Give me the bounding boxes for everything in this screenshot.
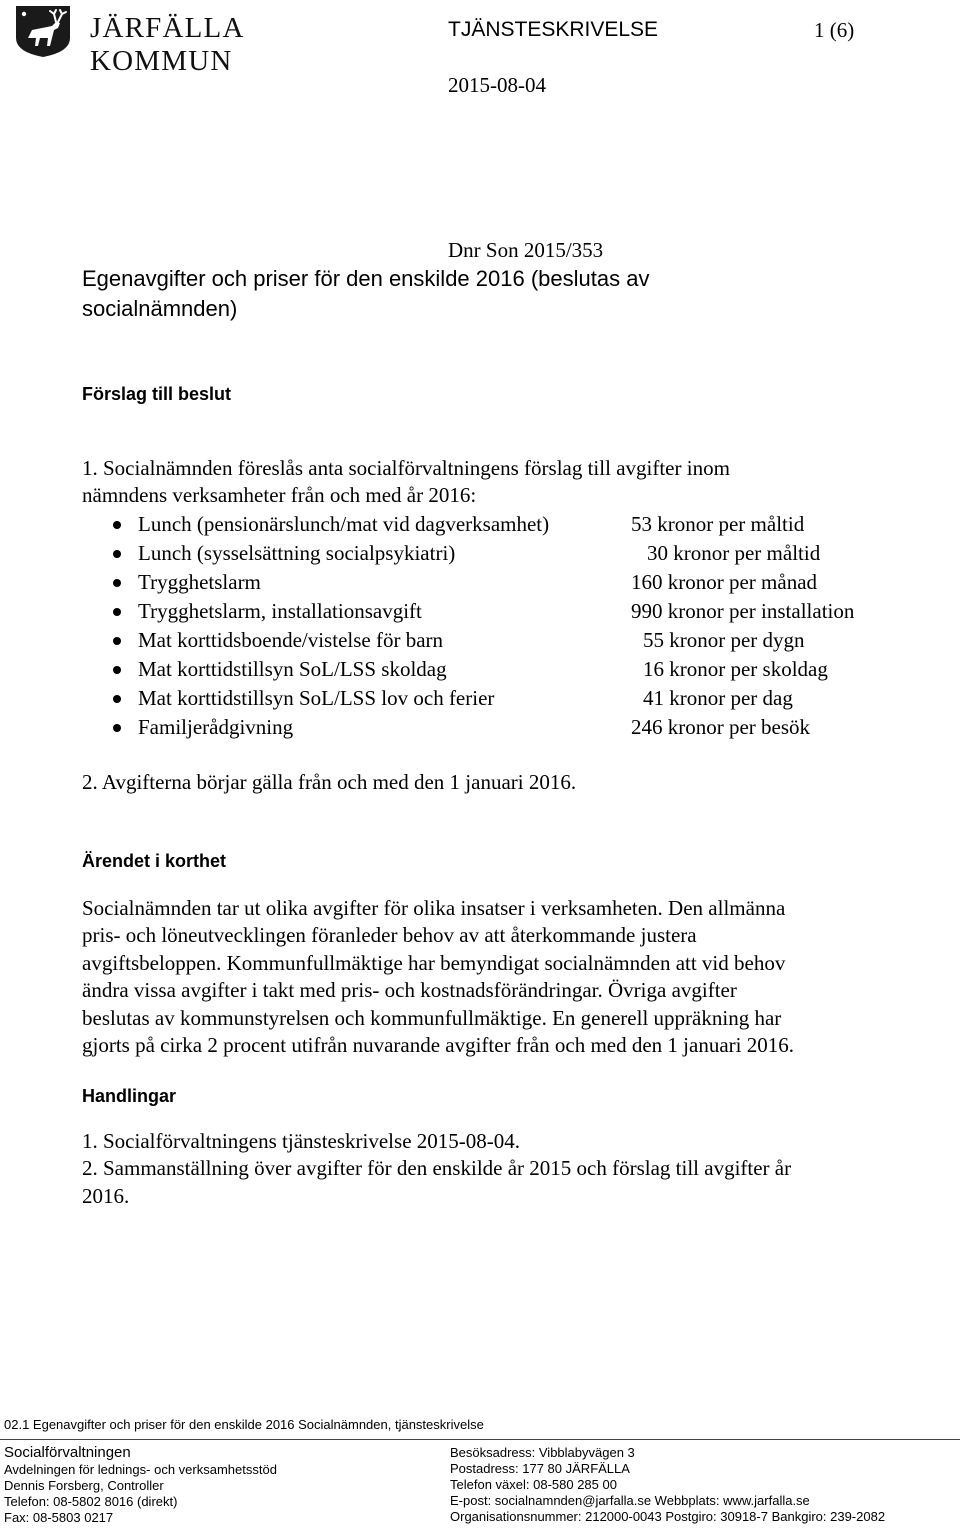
documents-heading: Handlingar (82, 1086, 177, 1106)
bullet-icon (113, 579, 121, 587)
proposal-point-2: 2. Avgifterna börjar gälla från och med den 1 januari 2016. (82, 770, 577, 794)
fee-row (108, 713, 908, 742)
fee-item: Mat korttidstillsyn SoL/LSS skoldag (138, 657, 447, 681)
fee-row (108, 655, 908, 684)
paragraph-line: nämndens verksamheter från och med år 2016: (82, 483, 477, 508)
fee-row (108, 510, 908, 539)
proposal-point-1 (82, 455, 730, 510)
fee-price: 246 kronor per besök (631, 715, 811, 739)
fee-row (108, 597, 908, 626)
footer-line: E-post: socialnamnden@jarfalla.se Webbplats: www.jarfalla.se (450, 1493, 810, 1508)
title-line: Egenavgifter och priser för den enskilde 2016 (beslutas av (82, 266, 650, 291)
bullet-icon (113, 666, 121, 674)
paragraph-line: 1. Socialnämnden föreslås anta socialförvaltningens förslag till avgifter inom (82, 456, 730, 480)
fee-price: 160 kronor per månad (631, 570, 818, 594)
document-type: TJÄNSTESKRIVELSE (448, 18, 659, 41)
footer-contact-right (450, 1445, 885, 1525)
document-line: 2016. (82, 1183, 130, 1208)
paragraph-line: avgiftsbeloppen. Kommunfullmäktige har bemyndigat socialnämnden att vid behov (82, 950, 786, 975)
municipality-logo (12, 4, 357, 77)
registration-number: Dnr Son 2015/353 (448, 238, 604, 262)
reindeer-emblem-icon (12, 4, 74, 58)
paragraph-line: pris- och löneutvecklingen föranleder behov av att återkommande justera (82, 923, 697, 948)
fee-row (108, 568, 908, 597)
summary-heading: Ärendet i korthet (82, 851, 227, 871)
footer-line: Dennis Forsberg, Controller (4, 1478, 164, 1493)
documents-list (82, 1128, 791, 1210)
footer-divider (0, 1439, 960, 1440)
bullet-icon (113, 521, 121, 529)
document-line: 1. Socialförvaltningens tjänsteskrivelse 2015-08-04. (82, 1129, 520, 1153)
paragraph-line: Socialnämnden tar ut olika avgifter för olika insatser i verksamheten. Den allmänna (82, 896, 786, 920)
footer-line: Avdelningen för lednings- och verksamhetsstöd (4, 1462, 277, 1477)
fee-row (108, 684, 908, 713)
fee-price: 30 kronor per måltid (647, 541, 821, 565)
footer-line: Besöksadress: Vibblabyvägen 3 (450, 1445, 635, 1460)
paragraph-line: beslutas av kommunstyrelsen och kommunfullmäktige. En generell uppräkning har (82, 1005, 782, 1030)
footer-line: Telefon: 08-5802 8016 (direkt) (4, 1494, 178, 1509)
fee-price: 55 kronor per dygn (643, 628, 805, 652)
fee-item: Trygghetslarm (138, 570, 261, 594)
fee-price: 41 kronor per dag (643, 686, 793, 710)
footer-department: Socialförvaltningen (4, 1444, 131, 1461)
bullet-icon (113, 724, 121, 732)
paragraph-line: gjorts på cirka 2 procent utifrån nuvarande avgifter från och med den 1 januari 2016. (82, 1033, 794, 1058)
fee-price: 53 kronor per måltid (631, 512, 805, 536)
footer-line: Postadress: 177 80 JÄRFÄLLA (450, 1461, 630, 1476)
footer-line: Organisationsnummer: 212000-0043 Postgiro: 30918-7 Bankgiro: 239-2082 (450, 1509, 886, 1524)
fee-item: Lunch (sysselsättning socialpsykiatri) (138, 541, 456, 565)
page-number: 1 (6) (814, 18, 855, 42)
fee-price: 990 kronor per installation (631, 599, 855, 623)
fee-price: 16 kronor per skoldag (643, 657, 828, 681)
proposal-heading: Förslag till beslut (82, 384, 232, 404)
fee-row (108, 539, 908, 568)
footer-contact-left (4, 1462, 277, 1526)
document-date: 2015-08-04 (448, 73, 546, 97)
footer-line: Telefon växel: 08-580 285 00 (450, 1477, 617, 1492)
fee-item: Familjerådgivning (138, 715, 294, 739)
bullet-icon (113, 695, 121, 703)
footer-reference: 02.1 Egenavgifter och priser för den enskilde 2016 Socialnämnden, tjänsteskrivelse (4, 1417, 484, 1432)
fee-row (108, 626, 908, 655)
summary-paragraph (82, 895, 794, 1059)
fee-item: Mat korttidsboende/vistelse för barn (138, 628, 444, 652)
fee-item: Mat korttidstillsyn SoL/LSS lov och ferier (138, 686, 495, 710)
document-title (82, 264, 802, 324)
bullet-icon (113, 637, 121, 645)
paragraph-line: ändra vissa avgifter i takt med pris- och kostnadsförändringar. Övriga avgifter (82, 978, 737, 1003)
footer-line: Fax: 08-5803 0217 (4, 1510, 114, 1525)
document-line: 2. Sammanställning över avgifter för den enskilde år 2015 och förslag till avgifter år (82, 1156, 792, 1181)
fee-item: Lunch (pensionärslunch/mat vid dagverksamhet) (138, 512, 550, 536)
bullet-icon (113, 608, 121, 616)
municipality-name: JÄRFÄLLA KOMMUN (90, 12, 244, 77)
bullet-icon (113, 550, 121, 558)
fee-item: Trygghetslarm, installationsavgift (138, 599, 422, 623)
fee-list (108, 510, 908, 742)
title-line: socialnämnden) (82, 296, 238, 321)
